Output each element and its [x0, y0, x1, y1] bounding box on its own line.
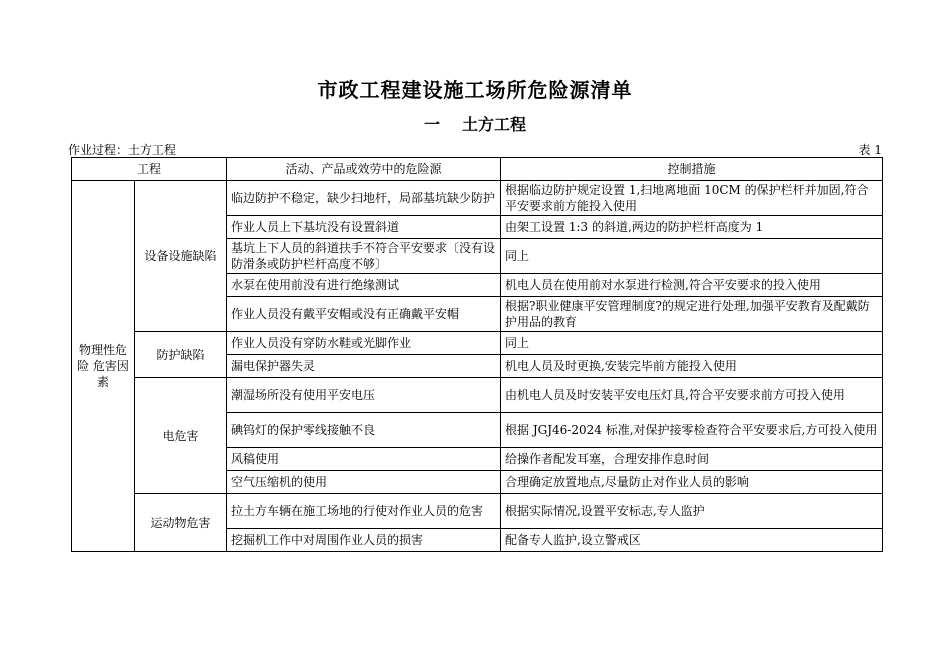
control-cell: 配备专人监护,设立警戒区: [501, 529, 883, 552]
hazard-cell: 作业人员没有戴平安帽或没有正确戴平安帽: [227, 297, 501, 332]
hazard-group-equipment: 设备设施缺陷: [135, 181, 227, 332]
process-label: 作业过程：土方工程: [68, 143, 177, 157]
control-cell: 根据临边防护规定设置 1,扫地离地面 10CM 的保护栏杆并加固,符合平安要求前方能投入使用: [501, 181, 883, 216]
control-cell: 根据 JGJ46-2024 标准,对保护接零检查符合平安要求后,方可投入使用: [501, 413, 883, 448]
table-row: [72, 494, 883, 529]
hazard-cell: 挖掘机工作中对周围作业人员的损害: [227, 529, 501, 552]
hazard-cell: 风稿使用: [227, 448, 501, 471]
hazard-group-electric: 电危害: [135, 378, 227, 494]
hazard-cell: 基坑上下人员的斜道扶手不符合平安要求〔没有设防滑条或防护栏杆高度不够〕: [227, 239, 501, 274]
hazard-group-moving-objects: 运动物危害: [135, 494, 227, 552]
header-control: 控制措施: [501, 158, 883, 181]
hazard-cell: 水泵在使用前没有进行绝缘测试: [227, 274, 501, 297]
hazard-cell: 拉土方车辆在施工场地的行使对作业人员的危害: [227, 494, 501, 529]
control-cell: 合理确定放置地点,尽量防止对作业人员的影响: [501, 471, 883, 494]
hazard-table: [71, 157, 883, 552]
hazard-cell: 潮湿场所没有使用平安电压: [227, 378, 501, 413]
control-cell: 同上: [501, 239, 883, 274]
section-number: 一: [423, 115, 440, 134]
hazard-cell: 作业人员上下基坑没有设置斜道: [227, 216, 501, 239]
section-title: 土方工程: [462, 115, 527, 134]
table-header-row: [72, 158, 883, 181]
hazard-group-protection: 防护缺陷: [135, 332, 227, 378]
section-heading: [0, 112, 950, 135]
table-label: 表 1: [858, 143, 882, 157]
hazard-cell: 碘钨灯的保护零线接触不良: [227, 413, 501, 448]
hazard-cell: 空气压缩机的使用: [227, 471, 501, 494]
document-title: 市政工程建设施工场所危险源清单: [317, 78, 633, 102]
control-cell: 给操作者配发耳塞，合理安排作息时间: [501, 448, 883, 471]
header-hazard: 活动、产品或效劳中的危险源: [227, 158, 501, 181]
hazard-cell: 临边防护不稳定，缺少扫地杆，局部基坑缺少防护: [227, 181, 501, 216]
hazard-cell: 作业人员没有穿防水鞋或光脚作业: [227, 332, 501, 355]
hazard-category: 物理性危 险 危害因素: [72, 181, 135, 552]
table-row: [72, 378, 883, 413]
table-row: [72, 181, 883, 216]
control-cell: 机电人员在使用前对水泵进行检测,符合平安要求的投入使用: [501, 274, 883, 297]
control-cell: 同上: [501, 332, 883, 355]
control-cell: 根据?职业健康平安管理制度?的规定进行处理,加强平安教育及配戴防护用品的教育: [501, 297, 883, 332]
control-cell: 由架工设置 1:3 的斜道,两边的防护栏杆高度为 1: [501, 216, 883, 239]
control-cell: 机电人员及时更换,安装完毕前方能投入使用: [501, 355, 883, 378]
header-engineering: 工程: [72, 158, 227, 181]
hazard-cell: 漏电保护器失灵: [227, 355, 501, 378]
control-cell: 由机电人员及时安装平安电压灯具,符合平安要求前方可投入使用: [501, 378, 883, 413]
table-row: [72, 332, 883, 355]
control-cell: 根据实际情况,设置平安标志,专人监护: [501, 494, 883, 529]
